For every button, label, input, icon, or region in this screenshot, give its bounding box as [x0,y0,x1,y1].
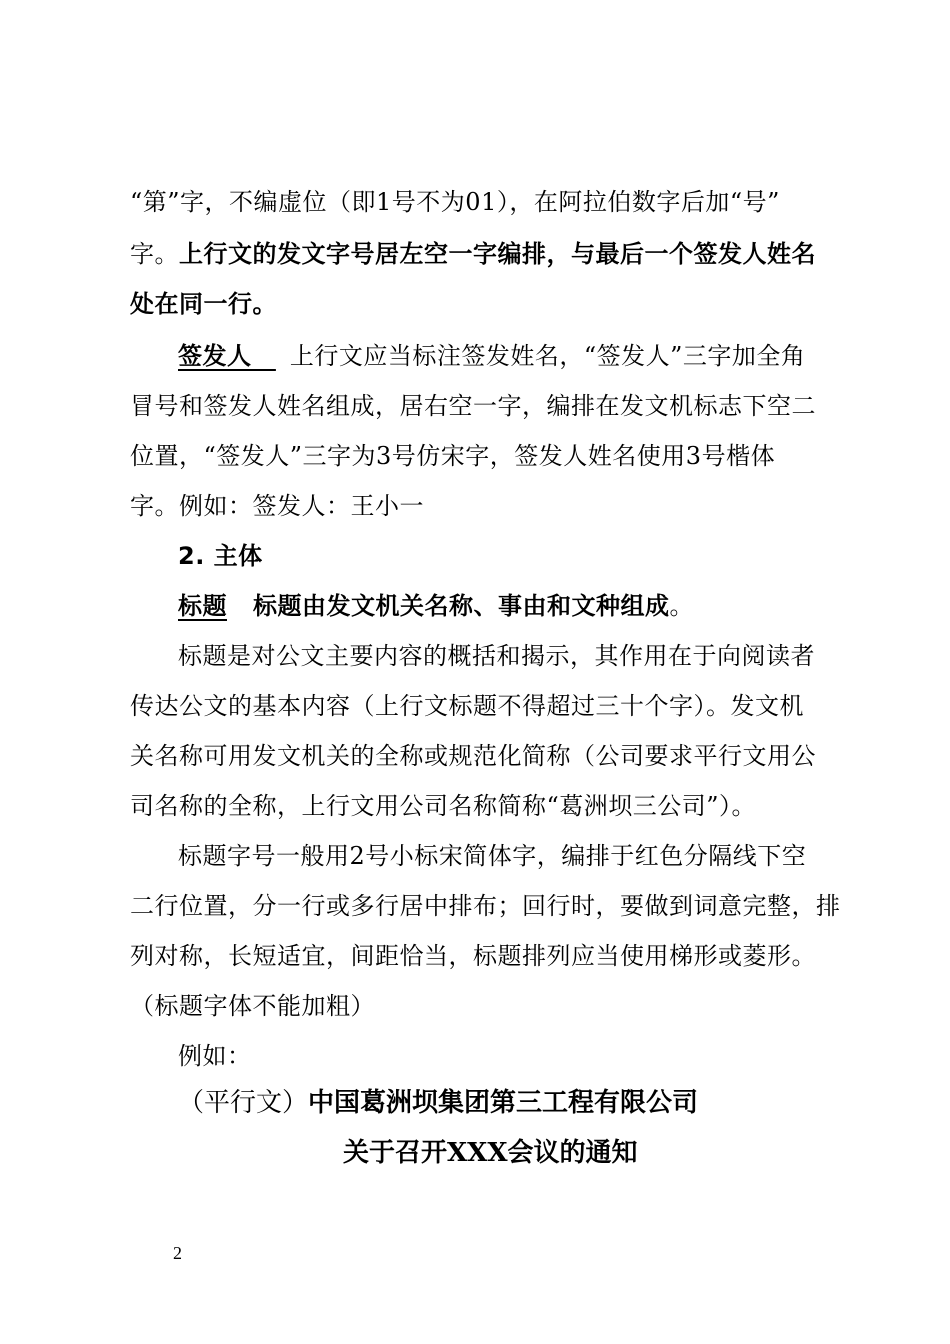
line-text: 关名称可用发文机关的全称或规范化简称（公司要求平行文用公 [130,742,816,770]
text-line-10 [178,640,815,672]
text-line-17 [130,990,375,1022]
example-title-line-1 [178,1086,698,1120]
title-text: 中国葛洲坝集团第三工程有限公司 [308,1088,699,1118]
text-line-2 [130,238,816,270]
page-number: 2 [173,1243,182,1263]
line-text: 传达公文的基本内容（上行文标题不得超过三十个字）。发文机 [130,692,804,720]
line-text: 列对称，长短适宜，间距恰当，标题排列应当使用梯形或菱形。 [130,942,816,970]
line-text: 字。 [130,240,179,268]
title-text: 关于召开XXX会议的通知 [343,1138,638,1168]
text-line-16 [130,940,816,972]
text-line-1 [130,186,780,218]
bold-text: 标题由发文机关名称、事由和文种组成 [253,592,670,620]
text-line-7 [130,490,424,522]
bold-text: 处在同一行。 [130,290,277,318]
line-text: 标题是对公文主要内容的概括和揭示，其作用在于向阅读者 [178,642,815,670]
example-title-line-2 [343,1136,638,1170]
text-line-11 [130,690,804,722]
section-heading-main-body [178,540,263,572]
text-line-13 [130,790,756,822]
line-text: 位置，“签发人”三字为3号仿宋字，签发人姓名使用3号楷体 [130,442,776,470]
line-text: 字。例如：签发人：王小一 [130,492,424,520]
line-text: 。 [669,592,694,620]
term-signer: 签发人 [178,342,252,370]
text-line-3 [130,288,277,320]
line-text: 二行位置，分一行或多行居中排布；回行时，要做到词意完整，排 [130,892,841,920]
text-line-9 [178,590,694,622]
line-text: 例如： [178,1042,252,1070]
title-prefix: （平行文） [178,1088,309,1118]
heading-text: 2. 主体 [178,542,263,570]
text-line-15 [130,890,841,922]
line-text: 司名称的全称，上行文用公司名称简称“葛洲坝三公司”）。 [130,792,757,820]
bold-text: 上行文的发文字号居左空一字编排，与最后一个签发人姓名 [179,240,816,268]
text-line-18 [178,1040,252,1072]
text-line-5 [130,390,816,422]
line-text: “第”字，不编虚位（即1号不为01），在阿拉伯数字后加“号” [130,188,780,216]
line-text: 标题字号一般用2号小标宋简体字，编排于红色分隔线下空 [178,842,807,870]
text-line-12 [130,740,816,772]
text-line-14 [178,840,806,872]
line-text: 上行文应当标注签发姓名，“签发人”三字加全角 [289,342,806,370]
line-text: （标题字体不能加粗） [130,992,375,1020]
text-line-6 [130,440,775,472]
text-line-4 [178,340,805,372]
term-title: 标题 [178,592,227,620]
line-text: 冒号和签发人姓名组成，居右空一字，编排在发文机标志下空二 [130,392,816,420]
